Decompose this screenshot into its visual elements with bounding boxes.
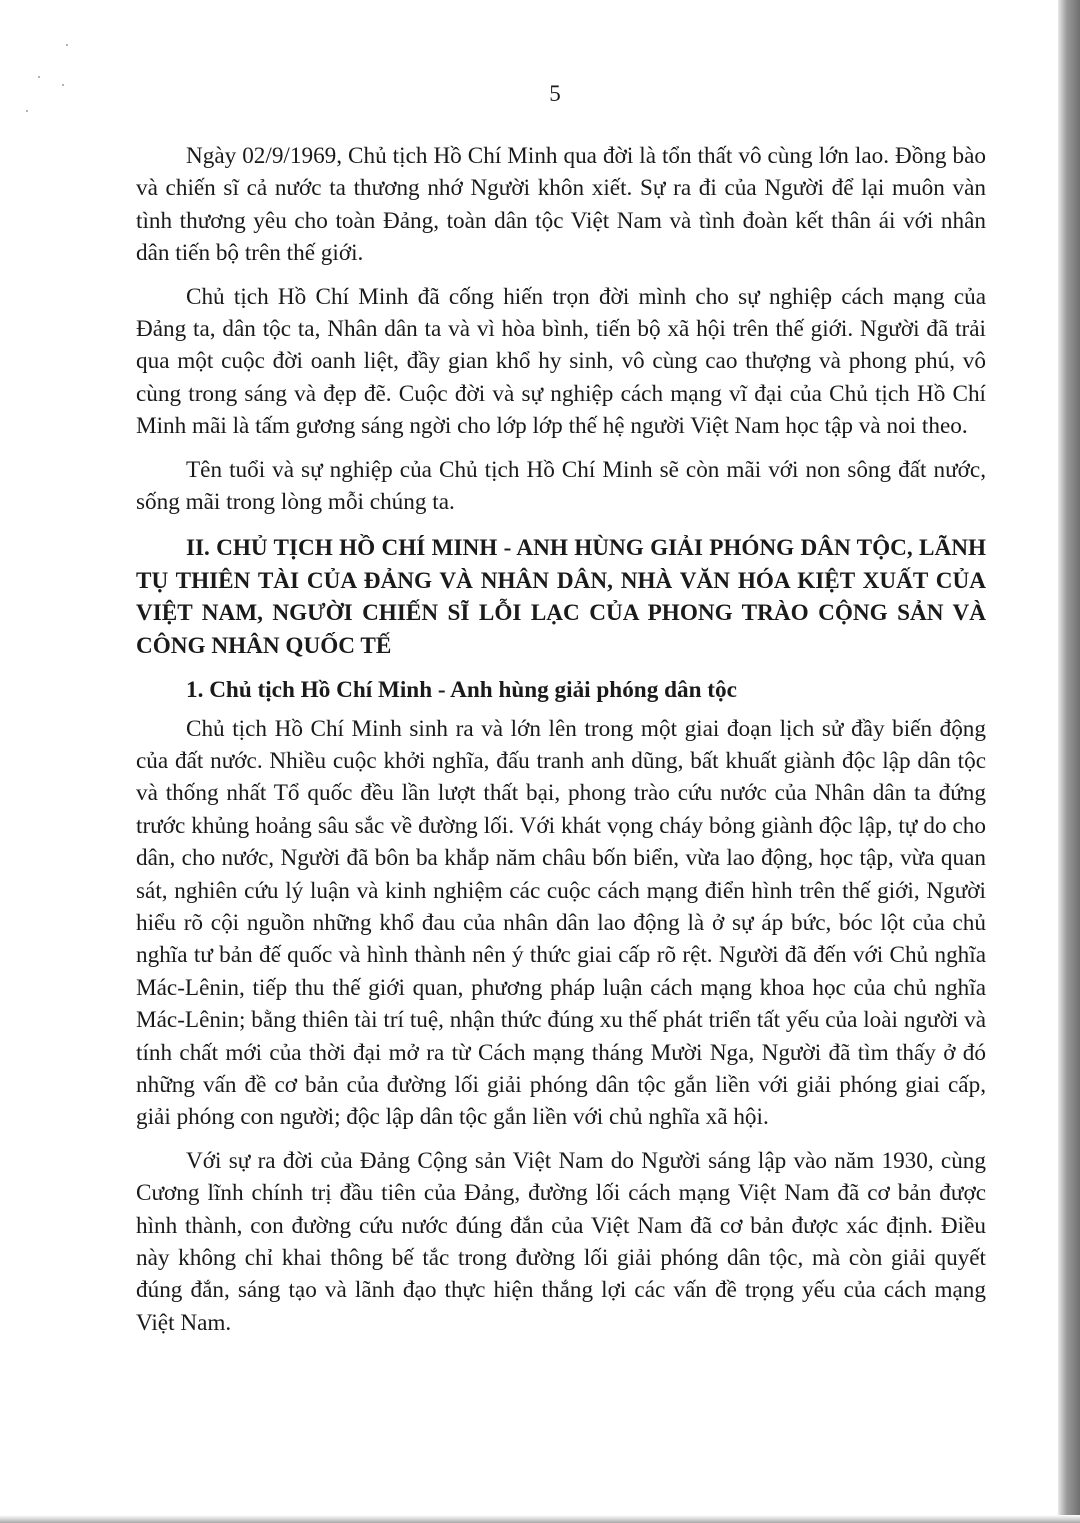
scan-dust-speck — [66, 44, 68, 46]
scan-shadow-edge — [1058, 0, 1080, 1523]
section-heading: II. CHỦ TỊCH HỒ CHÍ MINH - ANH HÙNG GIẢI PHÓNG DÂN TỘC, LÃNH TỤ THIÊN TÀI CỦA ĐẢNG VÀ NHÂN DÂN, NHÀ VĂN HÓA KIỆT XUẤT CỦA VIỆT NAM, NGƯỜI CHIẾN SĨ LỖI LẠC CỦA PHONG TRÀO CỘNG SẢN VÀ CÔNG NHÂN QUỐC TẾ — [136, 535, 986, 659]
scan-dust-speck — [38, 76, 40, 78]
paragraph: Chủ tịch Hồ Chí Minh sinh ra và lớn lên trong một giai đoạn lịch sử đầy biến động của đất nước. Nhiều cuộc khởi nghĩa, đấu tranh anh dũng, bất khuất giành độc lập dân tộc và thống nhất Tổ quốc đều lần lượt thất bại, phong trào cứu nước của Nhân dân ta đứng trước khủng hoảng sâu sắc về đường lối. Với khát vọng cháy bỏng giành độc lập, tự do cho dân, cho nước, Người đã bôn ba khắp năm châu bốn biển, vừa lao động, học tập, vừa quan sát, nghiên cứu lý luận và kinh nghiệm các cuộc cách mạng điển hình trên thế giới, Người hiểu rõ cội nguồn những khổ đau của nhân dân lao động là ở sự áp bức, bóc lột của chủ nghĩa tư bản đế quốc và hình thành nên ý thức giai cấp rõ rệt. Người đã đến với Chủ nghĩa Mác-Lênin, tiếp thu thế giới quan, phương pháp luận cách mạng khoa học của chủ nghĩa Mác-Lênin; bằng thiên tài trí tuệ, nhận thức đúng xu thế phát triển tất yếu của loài người và tính chất mới của thời đại mở ra từ Cách mạng tháng Mười Nga, Người đã tìm thấy ở đó những vấn đề cơ bản của đường lối giải phóng dân tộc gắn liền với giải phóng giai cấp, giải phóng con người; độc lập dân tộc gắn liền với chủ nghĩa xã hội. — [136, 715, 986, 1131]
paragraph: Với sự ra đời của Đảng Cộng sản Việt Nam do Người sáng lập vào năm 1930, cùng Cương lĩnh chính trị đầu tiên của Đảng, đường lối cách mạng Việt Nam đã cơ bản được hình thành, con đường cứu nước đúng đắn của Việt Nam đã cơ bản được xác định. Điều này không chỉ khai thông bế tắc trong đường lối giải phóng dân tộc, mà còn giải quyết đúng đắn, sáng tạo và lãnh đạo thực hiện thắng lợi các vấn đề trọng yếu của cách mạng Việt Nam. — [136, 1147, 986, 1336]
subsection-heading: 1. Chủ tịch Hồ Chí Minh - Anh hùng giải phóng dân tộc — [186, 677, 737, 704]
paragraph: Tên tuổi và sự nghiệp của Chủ tịch Hồ Chí Minh sẽ còn mãi với non sông đất nước, sống mãi trong lòng mỗi chúng ta. — [136, 456, 986, 516]
paragraph: Chủ tịch Hồ Chí Minh đã cống hiến trọn đời mình cho sự nghiệp cách mạng của Đảng ta, dân tộc ta, Nhân dân ta và vì hòa bình, tiến bộ xã hội trên thế giới. Người đã trải qua một cuộc đời oanh liệt, đầy gian khổ hy sinh, vô cùng cao thượng và phong phú, vô cùng trong sáng và đẹp đẽ. Cuộc đời và sự nghiệp cách mạng vĩ đại của Chủ tịch Hồ Chí Minh mãi là tấm gương sáng ngời cho lớp lớp thế hệ người Việt Nam học tập và noi theo. — [136, 283, 986, 440]
paragraph: Ngày 02/9/1969, Chủ tịch Hồ Chí Minh qua đời là tổn thất vô cùng lớn lao. Đồng bào và chiến sĩ cả nước ta thương nhớ Người khôn xiết. Sự ra đi của Người để lại muôn vàn tình thương yêu cho toàn Đảng, toàn dân tộc Việt Nam và tình đoàn kết thân ái với nhân dân tiến bộ trên thế giới. — [136, 143, 986, 267]
document-body — [136, 140, 986, 1350]
scan-dust-speck — [26, 110, 28, 112]
page-number: 5 — [549, 81, 561, 106]
scan-shadow-bottom — [0, 1515, 1080, 1523]
